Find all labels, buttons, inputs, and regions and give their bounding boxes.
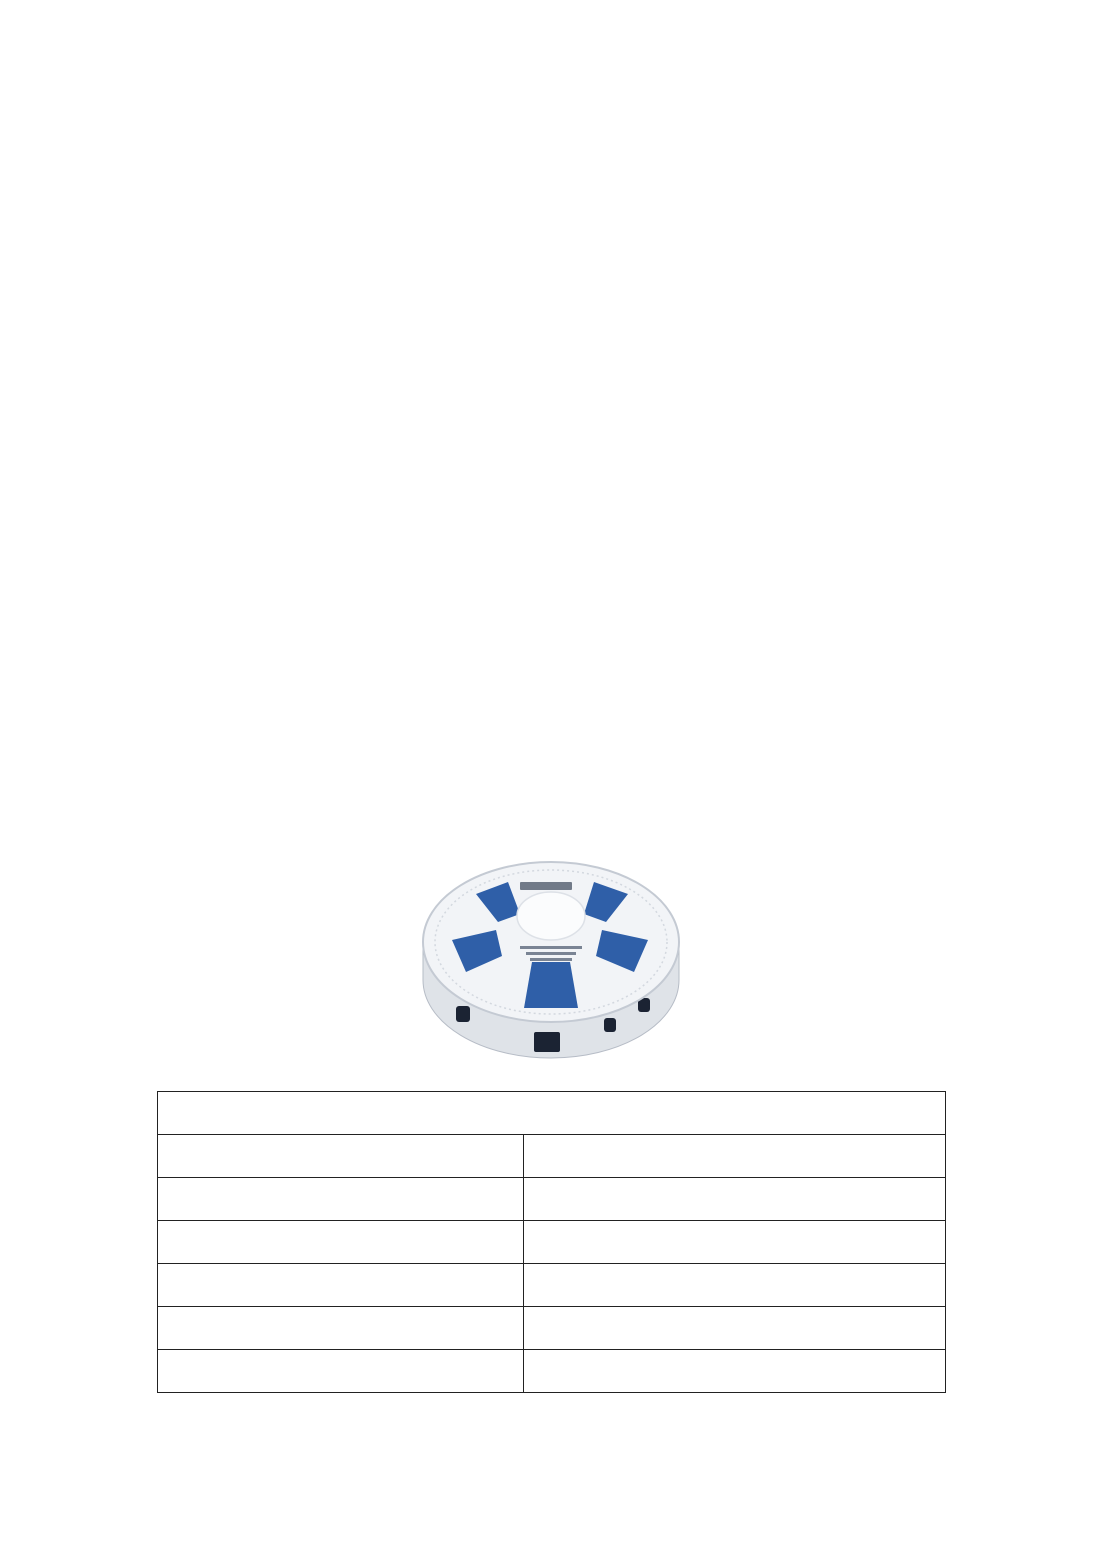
spec-value <box>524 1178 946 1221</box>
table-row <box>158 1307 946 1350</box>
spec-value <box>524 1264 946 1307</box>
spec-table-header <box>158 1092 946 1135</box>
table-row <box>158 1350 946 1393</box>
switch-port <box>534 1032 560 1052</box>
comb-generator-illustration <box>416 830 686 1070</box>
spec-value <box>524 1307 946 1350</box>
label-line-1 <box>520 946 582 949</box>
spec-label <box>158 1264 524 1307</box>
spec-value <box>524 1221 946 1264</box>
spec-label <box>158 1307 524 1350</box>
product-photo <box>416 830 686 1070</box>
spec-table <box>157 1091 946 1393</box>
spec-label <box>158 1350 524 1393</box>
spec-table-header-row <box>158 1092 946 1135</box>
table-row <box>158 1178 946 1221</box>
connector-port-left <box>456 1006 470 1022</box>
table-row <box>158 1264 946 1307</box>
table-row <box>158 1221 946 1264</box>
label-line-2 <box>526 952 576 955</box>
spec-label <box>158 1135 524 1178</box>
spec-label <box>158 1178 524 1221</box>
connector-port-right <box>604 1018 616 1032</box>
spec-value <box>524 1135 946 1178</box>
spec-label <box>158 1221 524 1264</box>
spec-value <box>524 1350 946 1393</box>
logo-strip <box>520 882 572 890</box>
label-line-3 <box>530 958 572 961</box>
center-dome <box>517 892 585 940</box>
blue-sector-bottom <box>524 962 578 1008</box>
table-row <box>158 1135 946 1178</box>
